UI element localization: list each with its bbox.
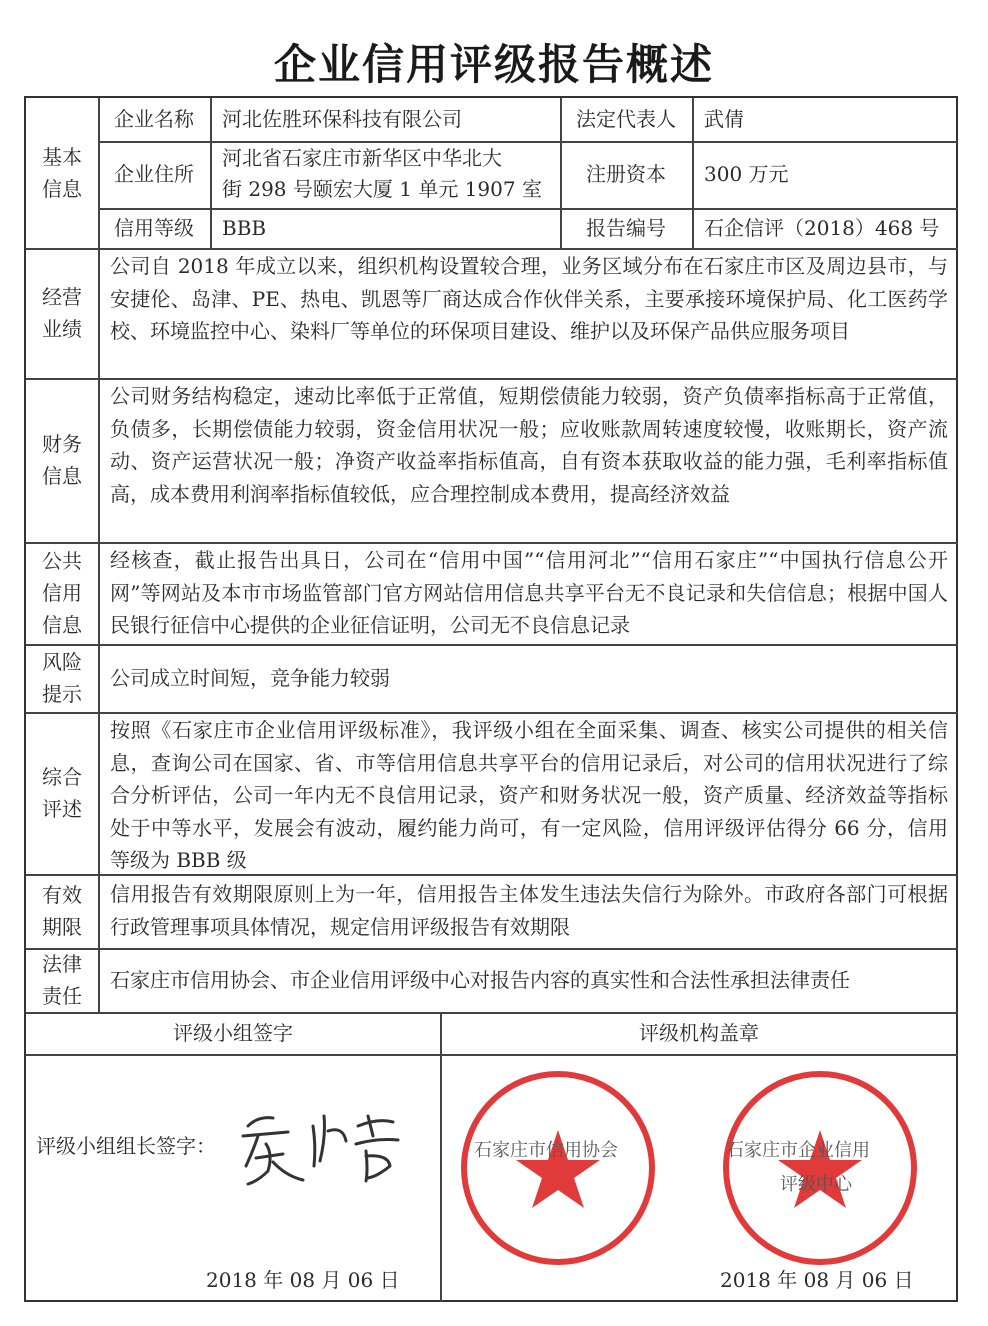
date-left: 2018 年 08 月 06 日 xyxy=(206,1268,400,1292)
org-name-rating-center: 石家庄市企业信用 xyxy=(726,1140,870,1161)
sign-header: 评级小组签字 xyxy=(173,1020,293,1045)
section-text-legal: 石家庄市信用协会、市企业信用评级中心对报告内容的真实性和合法性承担法律责任 xyxy=(110,967,850,992)
handwritten-signature xyxy=(228,1096,428,1196)
section-text-finance: 公司财务结构稳定，速动比率低于正常值，短期偿债能力较弱，资产负债率指标高于正常值，负债多，长期偿债能力较弱，资金信用状况一般；应收账款周转速度较慢，收账期长，资产流动、资产运营状况一般；净资产收益率指标值高，自有资本获取收益的能力强，毛利率指标值高，成本费用利润率指标值较低，应合理控制成本费用，提高经济效益 xyxy=(110,384,948,506)
section-text-operations: 公司自 2018 年成立以来，组织机构设置较合理，业务区域分布在石家庄市区及周边县市，与安捷伦、岛津、PE、热电、凯恩等厂商达成合作伙伴关系，主要承接环境保护局、化工医药学校、环境监控中心、染料厂等单位的环保项目建设、维护以及环保产品供应服务项目 xyxy=(110,254,948,343)
rep-label: 法定代表人 xyxy=(576,107,676,131)
name-value: 河北佐胜环保科技有限公司 xyxy=(222,107,462,131)
association-seal-icon xyxy=(458,1068,658,1268)
section-label-summary: 综合评述 xyxy=(42,765,82,821)
section-text-validity: 信用报告有效期限原则上为一年，信用报告主体发生违法失信行为除外。市政府各部门可根据行政管理事项具体情况，规定信用评级报告有效期限 xyxy=(110,882,948,939)
section-label-validity: 有效期限 xyxy=(42,883,82,939)
page-title: 企业信用评级报告概述 xyxy=(273,40,714,89)
section-label-legal: 法律责任 xyxy=(42,952,82,1008)
rep-value: 武倩 xyxy=(704,107,744,131)
address-value xyxy=(222,143,558,207)
address-label: 企业住所 xyxy=(114,162,194,186)
capital-label: 注册资本 xyxy=(586,162,666,186)
report-no-value: 石企信评（2018）468 号 xyxy=(704,215,940,240)
section-label-finance: 财务信息 xyxy=(42,432,82,488)
date-right: 2018 年 08 月 06 日 xyxy=(720,1268,914,1292)
section-label-operations: 经营业绩 xyxy=(42,285,82,341)
capital-value: 300 万元 xyxy=(704,162,789,186)
section-text-public-credit: 经核查，截止报告出具日，公司在“信用中国”“信用河北”“信用石家庄”“中国执行信息公开网”等网站及本市市场监管部门官方网站信用信息共享平台无不良记录和失信信息；根据中国人民银行征信中心提供的企业征信证明，公司无不良信息记录 xyxy=(110,548,948,637)
divider xyxy=(692,98,694,248)
section-label-public-credit: 公共信用信息 xyxy=(42,549,82,637)
report-no-label: 报告编号 xyxy=(586,215,666,240)
section-text-summary: 按照《石家庄市企业信用评级标准》，我评级小组在全面采集、调查、核实公司提供的相关信息，查询公司在国家、省、市等信用信息共享平台的信用记录后，对公司的信用状况进行了综合分析评估，公司一年内无不良信用记录，资产和财务状况一般，资产质量、经济效益等指标处于中等水平，发展会有波动，履约能力尚可，有一定风险，信用评级评估得分 66 分，信用等级为 BBB 级 xyxy=(110,718,948,872)
address-line: 河北省石家庄市新华区中华北大 xyxy=(222,146,502,170)
rating-center-seal-icon xyxy=(720,1068,920,1268)
leader-signature-label: 评级小组组长签字： xyxy=(36,1134,216,1158)
divider xyxy=(26,1054,958,1056)
divider xyxy=(210,98,212,248)
section-label-risk: 风险提示 xyxy=(42,650,82,706)
org-name-rating-center-line2: 评级中心 xyxy=(780,1174,852,1195)
grade-value: BBB xyxy=(222,215,267,240)
org-name-association: 石家庄市信用协会 xyxy=(474,1140,618,1161)
address-line: 街 298 号颐宏大厦 1 单元 1907 室 xyxy=(222,177,542,201)
divider xyxy=(440,1012,442,1302)
section-text-risk: 公司成立时间短，竞争能力较弱 xyxy=(110,665,390,690)
name-label: 企业名称 xyxy=(114,107,194,131)
section-label-basic: 基本信息 xyxy=(42,145,82,201)
seal-header: 评级机构盖章 xyxy=(639,1020,759,1045)
grade-label: 信用等级 xyxy=(114,215,194,240)
